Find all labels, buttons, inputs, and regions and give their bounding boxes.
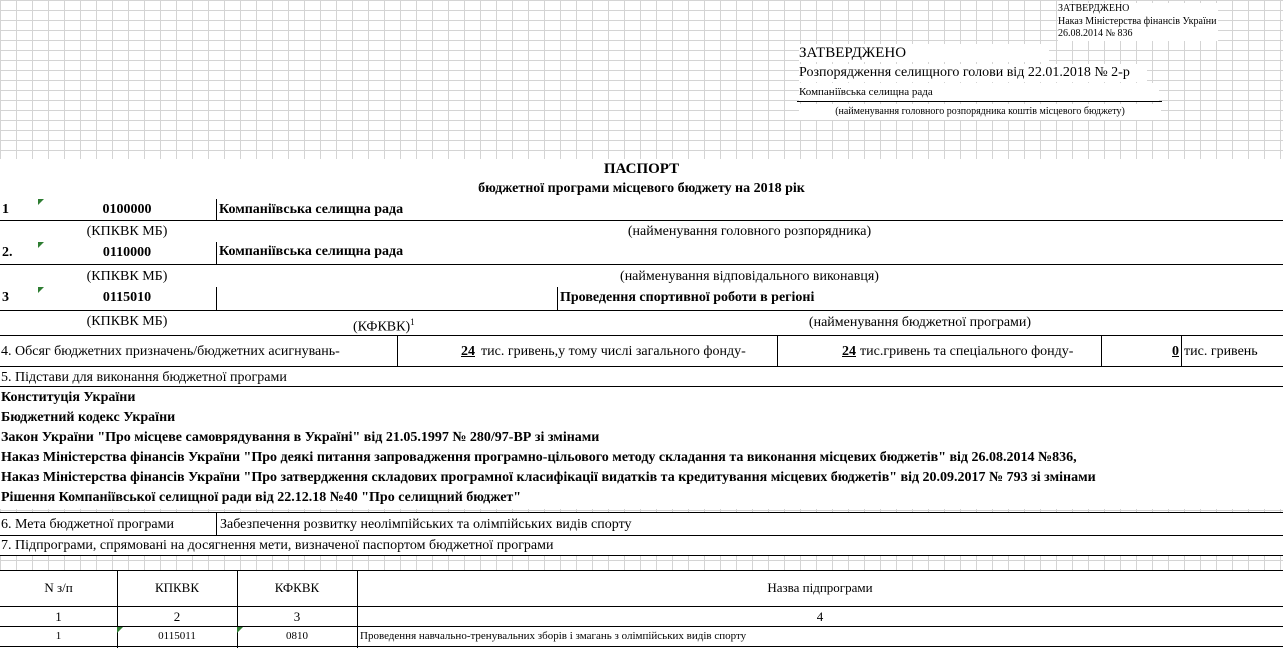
approval-order-line3: 26.08.2014 № 836 bbox=[1058, 28, 1133, 39]
budget-special-unit: тис. гривень bbox=[1184, 344, 1258, 359]
row1-name-caption: (найменування головного розпорядника) bbox=[627, 224, 872, 239]
row2-code: 0110000 bbox=[102, 245, 152, 260]
row2-code-caption: (КПКВК МБ) bbox=[86, 269, 168, 284]
table-row-name: Проведення навчально-тренувальних зборів і змагань з олімпійських видів спорту bbox=[360, 630, 747, 642]
passport-title: ПАСПОРТ bbox=[0, 159, 1283, 179]
approval-order-block bbox=[1058, 3, 1218, 41]
row2-divider bbox=[216, 242, 217, 264]
table-header-name: Назва підпрограми bbox=[767, 580, 873, 595]
approval-org-underline bbox=[797, 101, 1162, 102]
row1-code: 0100000 bbox=[102, 202, 152, 217]
approval-title: ЗАТВЕРДЖЕНО bbox=[799, 44, 1049, 62]
approval-org-caption: (найменування головного розпорядника коштів місцевого бюджету) bbox=[799, 104, 1161, 120]
row1-name: Компаніївська селищна рада bbox=[219, 202, 404, 217]
grounds-item: Наказ Міністерства фінансів України "Про затвердження складових програмної класифікації видатків та кредитування місцевих бюджетів" від 20.09.2017 № 793 зі змінами bbox=[1, 470, 1096, 485]
budget-general-unit: тис.гривень та спеціального фонду- bbox=[860, 344, 1074, 359]
table-number-line bbox=[0, 626, 1283, 627]
budget-label: 4. Обсяг бюджетних призначень/бюджетних асигнувань- bbox=[1, 344, 340, 359]
row2-name-caption: (найменування відповідального виконавця) bbox=[620, 269, 879, 284]
table-header-line bbox=[0, 606, 1283, 607]
grounds-label-line bbox=[0, 386, 1283, 387]
table-row-line bbox=[0, 646, 1283, 647]
budget-total-unit: тис. гривень,у тому числі загального фонду- bbox=[481, 344, 746, 359]
goal-background bbox=[0, 512, 1283, 536]
kfkvk-caption-text: (КФКВК) bbox=[353, 319, 411, 335]
table-header-kfkvk: КФКВК bbox=[274, 580, 320, 595]
budget-special-value: 0 bbox=[1172, 344, 1179, 359]
budget-total-value: 24 bbox=[461, 344, 475, 359]
approval-order-line1: ЗАТВЕРДЖЕНО bbox=[1058, 3, 1130, 14]
table-row-kfkvk: 0810 bbox=[286, 630, 308, 642]
table-row-number: 1 bbox=[55, 630, 62, 642]
budget-divider bbox=[1181, 336, 1182, 366]
row3-name: Проведення спортивної роботи в регіоні bbox=[560, 290, 815, 305]
grounds-item: Закон України "Про місцеве самоврядування в Україні" від 21.05.1997 № 280/97-ВР зі змінами bbox=[1, 430, 600, 445]
approval-org-name: Компаніївська селищна рада bbox=[799, 83, 1159, 101]
row3-number: 3 bbox=[2, 290, 9, 305]
table-header-kpkvk: КПКВК bbox=[154, 580, 200, 595]
kfkvk-footnote-mark: 1 bbox=[410, 317, 415, 327]
row1-divider bbox=[216, 199, 217, 220]
row3-code-caption: (КПКВК МБ) bbox=[86, 314, 168, 329]
goal-top-line bbox=[0, 512, 1283, 513]
table-column-number: 1 bbox=[55, 609, 62, 624]
table-column-number: 4 bbox=[816, 609, 824, 624]
grounds-item: Рішення Компаніївської селищної ради від 22.12.18 №40 "Про селищний бюджет" bbox=[1, 490, 522, 505]
table-top-line bbox=[0, 570, 1283, 571]
goal-value: Забезпечення розвитку неолімпійських та олімпійських видів спорту bbox=[220, 517, 632, 532]
row2-number: 2. bbox=[2, 245, 13, 260]
table-column-number: 3 bbox=[293, 609, 301, 624]
row3-kfkvk-caption bbox=[353, 313, 415, 337]
row1-code-caption: (КПКВК МБ) bbox=[86, 224, 168, 239]
row2-name: Компаніївська селищна рада bbox=[219, 244, 404, 259]
grounds-item: Наказ Міністерства фінансів України "Про деякі питання запровадження програмно-цільового методу складання та виконання місцевих бюджетів" від 26.08.2014 №836, bbox=[1, 450, 1077, 465]
table-header-number: N з/п bbox=[44, 580, 73, 595]
grounds-label: 5. Підстави для виконання бюджетної програми bbox=[1, 370, 287, 385]
row1-number: 1 bbox=[2, 202, 9, 217]
table-column-number: 2 bbox=[173, 609, 181, 624]
row3-code: 0115010 bbox=[102, 290, 152, 305]
subprograms-label-line bbox=[0, 555, 1283, 556]
goal-label: 6. Мета бюджетної програми bbox=[1, 517, 174, 532]
passport-subtitle: бюджетної програми місцевого бюджету на 2018 рік bbox=[0, 179, 1283, 199]
approval-order-line2: Наказ Міністерства фінансів України bbox=[1058, 15, 1217, 27]
table-row-kpkvk: 0115011 bbox=[158, 630, 196, 642]
grounds-item: Конституція України bbox=[1, 390, 136, 405]
budget-general-value: 24 bbox=[842, 344, 856, 359]
subprograms-label: 7. Підпрограми, спрямовані на досягнення мети, визначеної паспортом бюджетної програми bbox=[1, 538, 554, 553]
goal-divider bbox=[216, 512, 217, 535]
approval-decree: Розпорядження селищного голови від 22.01.2018 № 2-р bbox=[799, 64, 1147, 82]
row3-name-caption: (найменування бюджетної програми) bbox=[808, 315, 1032, 330]
grounds-item: Бюджетний кодекс України bbox=[1, 410, 176, 425]
